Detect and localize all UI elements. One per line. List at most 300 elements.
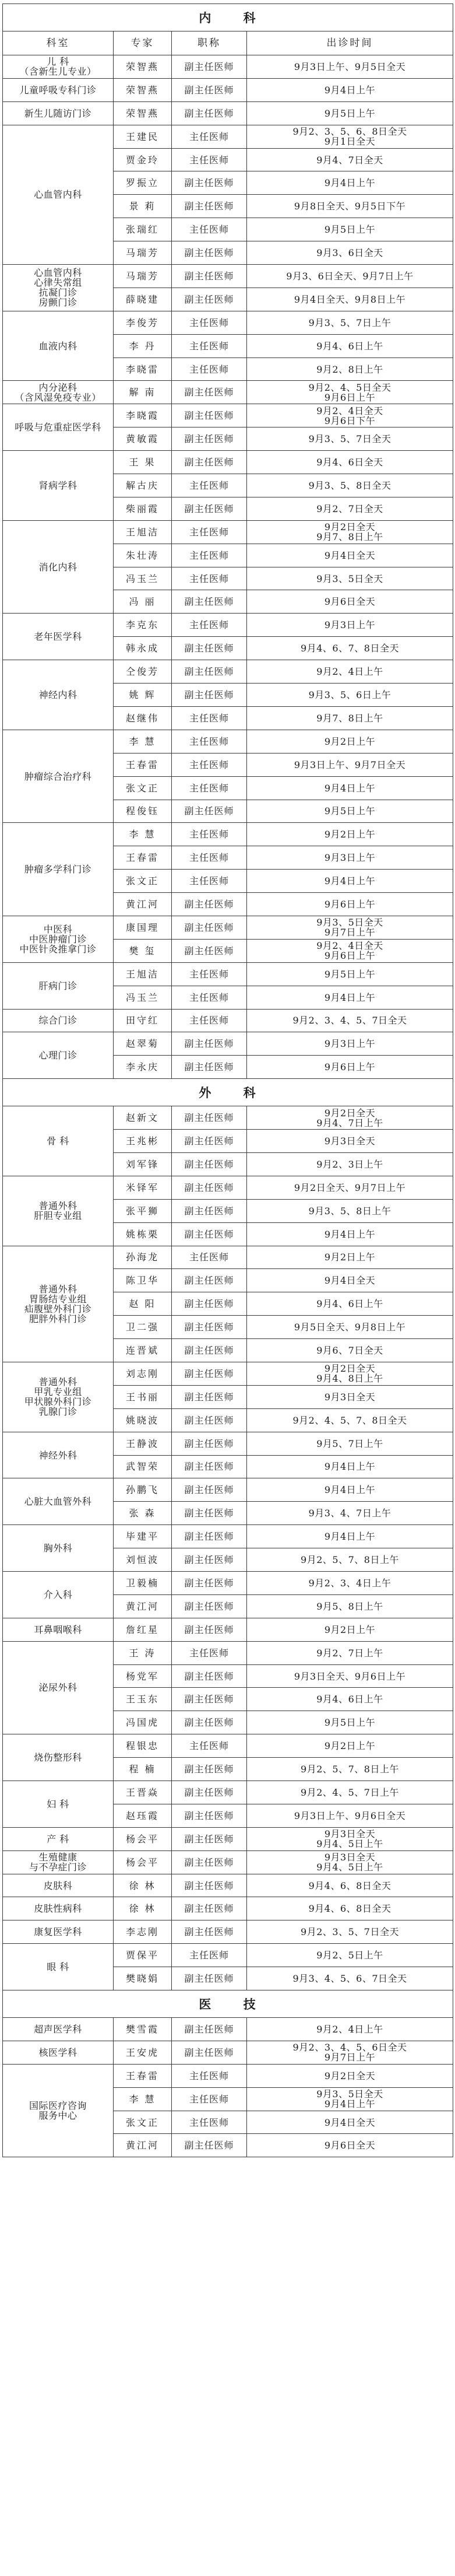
doctor-name: 姚 辉 (114, 684, 172, 707)
clinic-time-line: 9月7、8日上午 (316, 531, 383, 543)
section-header-row (3, 4, 453, 31)
doctor-name: 冯 丽 (114, 590, 172, 614)
doctor-title: 主任医师 (172, 614, 247, 637)
doctor-title: 副主任医师 (172, 265, 247, 288)
clinic-time-line: 9月2、3日上午 (316, 1158, 383, 1170)
clinic-time-line: 9月4日上午 (324, 1228, 376, 1240)
clinic-time-line: 9月2、4日上午 (316, 2023, 383, 2035)
department-cell (3, 823, 114, 916)
table-row (3, 962, 453, 986)
department-cell-line: （含新生儿专业） (19, 66, 97, 78)
clinic-time-line: 9月4日上午 (324, 991, 376, 1003)
table-row (3, 520, 453, 544)
doctor-name: 张文正 (114, 870, 172, 893)
clinic-time-line: 9月3日全天 (324, 1828, 376, 1840)
department-cell-line: 普通外科 (38, 1283, 77, 1295)
clinic-time-line: 9月3、6日全天、9月7日上午 (286, 270, 414, 282)
column-header-time: 出诊时间 (247, 31, 453, 55)
clinic-time (247, 939, 453, 962)
clinic-time (247, 614, 453, 637)
table-row (3, 2064, 453, 2087)
doctor-name: 黄江河 (114, 1594, 172, 1618)
clinic-time-line: 9月8日全天、9月5日下午 (294, 201, 406, 212)
doctor-name: 徐 林 (114, 1897, 172, 1920)
table-row (3, 1176, 453, 1199)
clinic-time-line: 9月2、5、7、8日上午 (301, 1764, 399, 1775)
department-cell-line: 服务中心 (38, 2110, 77, 2122)
clinic-time-line: 9月6、7日全天 (316, 1345, 383, 1357)
department-cell (3, 1478, 114, 1525)
department-cell-line: 国际医疗咨询 (29, 2100, 87, 2112)
table-row (3, 823, 453, 846)
doctor-title: 副主任医师 (172, 660, 247, 684)
clinic-time (247, 1711, 453, 1734)
department-cell-line: 生殖健康 (38, 1852, 77, 1863)
clinic-time (247, 171, 453, 195)
clinic-time (247, 800, 453, 823)
doctor-name: 刘志刚 (114, 1362, 172, 1385)
doctor-title: 主任医师 (172, 1246, 247, 1269)
doctor-title: 副主任医师 (172, 1269, 247, 1292)
clinic-time (247, 78, 453, 101)
department-cell (3, 1432, 114, 1478)
doctor-title: 副主任医师 (172, 1804, 247, 1827)
section-title: 外 科 (3, 1079, 453, 1106)
doctor-name: 王春雷 (114, 753, 172, 776)
doctor-name: 张文正 (114, 2111, 172, 2134)
doctor-title: 主任医师 (172, 706, 247, 730)
department-cell (3, 1734, 114, 1781)
doctor-name: 解古庆 (114, 474, 172, 497)
clinic-time (247, 1316, 453, 1339)
doctor-title: 副主任医师 (172, 1432, 247, 1455)
department-cell-line: 中医科 (43, 923, 73, 935)
doctor-title: 副主任医师 (172, 1827, 247, 1850)
department-cell (3, 2041, 114, 2064)
doctor-name: 赵 阳 (114, 1292, 172, 1316)
clinic-time-line: 9月6日上午 (324, 899, 376, 910)
expert-schedule-table (2, 3, 453, 2157)
doctor-title: 主任医师 (172, 823, 247, 846)
doctor-title: 主任医师 (172, 125, 247, 148)
clinic-time-line: 9月3日全天 (324, 1135, 376, 1147)
doctor-name: 杨党军 (114, 1664, 172, 1688)
doctor-title: 副主任医师 (172, 381, 247, 404)
column-header-dept: 科室 (3, 31, 114, 55)
doctor-name: 詹红星 (114, 1618, 172, 1641)
doctor-name: 马瑞芳 (114, 265, 172, 288)
table-row (3, 1734, 453, 1758)
clinic-time (247, 986, 453, 1009)
department-cell-line: 甲乳专业组 (34, 1386, 82, 1398)
clinic-time-line: 9月2日上午 (324, 735, 376, 747)
clinic-time (247, 846, 453, 870)
department-cell-line: 骨 科 (47, 1135, 69, 1147)
doctor-title: 副主任医师 (172, 1199, 247, 1222)
table-row (3, 1920, 453, 1944)
clinic-time (247, 1152, 453, 1176)
department-cell (3, 660, 114, 730)
table-row (3, 1897, 453, 1920)
doctor-title: 主任医师 (172, 218, 247, 241)
doctor-title: 主任医师 (172, 334, 247, 358)
clinic-time (247, 1292, 453, 1316)
department-cell-line: 肥胖外科门诊 (29, 1313, 87, 1324)
doctor-name: 程俊钰 (114, 800, 172, 823)
clinic-time-line: 9月2、5日上午 (316, 1950, 383, 1961)
doctor-name: 王 果 (114, 451, 172, 474)
doctor-name: 王兆彬 (114, 1130, 172, 1153)
doctor-name: 徐 林 (114, 1874, 172, 1897)
clinic-time (247, 544, 453, 567)
department-cell-line: 皮肤科 (43, 1880, 73, 1891)
doctor-title: 主任医师 (172, 776, 247, 800)
clinic-time-line: 9月6日上午 (324, 391, 376, 403)
doctor-name: 王晋焱 (114, 1781, 172, 1804)
clinic-time (247, 1339, 453, 1362)
doctor-title: 副主任医师 (172, 1176, 247, 1199)
clinic-time (247, 730, 453, 753)
doctor-name: 樊晓娟 (114, 1967, 172, 1990)
doctor-title: 副主任医师 (172, 1130, 247, 1153)
table-row (3, 1944, 453, 1967)
department-cell-line: 心律失常组 (34, 277, 82, 289)
doctor-name: 程银忠 (114, 1734, 172, 1758)
department-cell (3, 311, 114, 381)
doctor-name: 贾保平 (114, 1944, 172, 1967)
doctor-name: 王春雷 (114, 2064, 172, 2087)
clinic-time-line: 9月3日全天 (324, 1391, 376, 1403)
doctor-title: 副主任医师 (172, 1850, 247, 1874)
doctor-title: 副主任医师 (172, 1664, 247, 1688)
doctor-name: 杨会平 (114, 1827, 172, 1850)
clinic-time-line: 9月3日上午、9月7日全天 (294, 759, 406, 770)
table-row (3, 2041, 453, 2064)
clinic-time-line: 9月2、4、5、7日上午 (301, 1786, 399, 1798)
department-cell (3, 1032, 114, 1079)
clinic-time (247, 776, 453, 800)
doctor-title: 副主任医师 (172, 1967, 247, 1990)
doctor-name: 王春雷 (114, 846, 172, 870)
doctor-title: 主任医师 (172, 520, 247, 544)
clinic-time-line: 9月2日全天 (324, 1107, 376, 1119)
clinic-time-line: 9月2、3、4、5、6日全天 (292, 2042, 407, 2053)
doctor-title: 副主任医师 (172, 1478, 247, 1502)
clinic-time (247, 381, 453, 404)
doctor-name: 田守红 (114, 1009, 172, 1032)
clinic-time-line: 9月4日上午 (324, 1461, 376, 1473)
doctor-title: 主任医师 (172, 986, 247, 1009)
doctor-name: 景 莉 (114, 195, 172, 218)
department-cell-line: 肝病门诊 (38, 980, 77, 991)
department-cell-line: 超声医学科 (34, 2023, 82, 2035)
clinic-time-line: 9月4、6、8日全天 (308, 1880, 391, 1891)
doctor-name: 冯玉兰 (114, 986, 172, 1009)
doctor-name: 李克东 (114, 614, 172, 637)
doctor-title: 副主任医师 (172, 1455, 247, 1478)
doctor-title: 副主任医师 (172, 451, 247, 474)
clinic-time-line: 9月3日上午 (324, 852, 376, 864)
doctor-title: 副主任医师 (172, 1525, 247, 1548)
clinic-time-line: 9月3日上午、9月6日全天 (294, 1810, 406, 1821)
table-row (3, 78, 453, 101)
doctor-title: 副主任医师 (172, 684, 247, 707)
table-row (3, 1618, 453, 1641)
doctor-title: 副主任医师 (172, 916, 247, 939)
doctor-title: 副主任医师 (172, 1897, 247, 1920)
department-cell-line: 核医学科 (38, 2046, 77, 2058)
column-header-doctor: 专家 (114, 31, 172, 55)
table-row (3, 1032, 453, 1056)
clinic-time (247, 1176, 453, 1199)
clinic-time (247, 1408, 453, 1432)
clinic-time-line: 9月2、4、5日全天 (308, 381, 391, 393)
doctor-title: 副主任医师 (172, 637, 247, 660)
department-cell-line: 普通外科 (38, 1200, 77, 1212)
table-row (3, 451, 453, 474)
department-cell-line: 血液内科 (38, 340, 77, 352)
doctor-name: 李志刚 (114, 1920, 172, 1944)
department-cell (3, 962, 114, 1009)
clinic-time (247, 2134, 453, 2157)
doctor-name: 杨会平 (114, 1850, 172, 1874)
department-cell (3, 730, 114, 823)
doctor-name: 张瑞红 (114, 218, 172, 241)
clinic-time (247, 1804, 453, 1827)
department-cell (3, 451, 114, 521)
department-cell-line: 与不孕症门诊 (29, 1862, 87, 1873)
department-cell (3, 1897, 114, 1920)
clinic-time-line: 9月2、4日上午 (316, 666, 383, 678)
department-cell (3, 265, 114, 311)
table-row (3, 660, 453, 684)
clinic-time-line: 9月5日上午 (324, 1717, 376, 1729)
table-row (3, 2018, 453, 2041)
table-row (3, 1246, 453, 1269)
doctor-title: 副主任医师 (172, 1874, 247, 1897)
doctor-title: 副主任医师 (172, 2134, 247, 2157)
clinic-time (247, 1009, 453, 1032)
doctor-name: 赵翠菊 (114, 1032, 172, 1056)
table-row (3, 1362, 453, 1385)
clinic-time (247, 358, 453, 381)
clinic-time-line: 9月4日全天 (324, 2116, 376, 2128)
clinic-time (247, 567, 453, 590)
clinic-time (247, 1032, 453, 1056)
clinic-time-line: 9月4、7日全天 (316, 154, 383, 166)
clinic-time-line: 9月4、6、8日全天 (308, 1903, 391, 1915)
department-cell (3, 1850, 114, 1874)
clinic-time (247, 1502, 453, 1525)
clinic-time-line: 9月2、4日全天 (316, 405, 383, 416)
department-cell (3, 1176, 114, 1246)
table-row (3, 614, 453, 637)
clinic-time (247, 1525, 453, 1548)
doctor-title: 副主任医师 (172, 1758, 247, 1781)
doctor-name: 李晓雷 (114, 358, 172, 381)
clinic-time (247, 1920, 453, 1944)
clinic-time-line: 9月6日全天 (324, 2140, 376, 2151)
department-cell-line: 儿 科 (47, 56, 69, 68)
table-row (3, 125, 453, 148)
doctor-name: 米铎军 (114, 1176, 172, 1199)
doctor-name: 李 慧 (114, 730, 172, 753)
doctor-title: 副主任医师 (172, 1594, 247, 1618)
doctor-name: 王建民 (114, 125, 172, 148)
clinic-time (247, 637, 453, 660)
clinic-time (247, 1455, 453, 1478)
department-cell-line: 甲状腺外科门诊 (24, 1396, 92, 1408)
department-cell-line: 肿瘤多学科门诊 (24, 864, 92, 875)
department-cell-line: 妇 科 (47, 1798, 69, 1810)
doctor-title: 副主任医师 (172, 939, 247, 962)
department-cell-line: 心血管内科 (34, 189, 82, 201)
department-cell-line: 儿童呼吸专科门诊 (19, 84, 97, 96)
clinic-time-line: 9月5日全天、9月8日上午 (294, 1322, 406, 1333)
doctor-title: 主任医师 (172, 962, 247, 986)
department-cell-line: 心脏大血管外科 (24, 1496, 92, 1508)
doctor-name: 姚晓波 (114, 1408, 172, 1432)
department-cell (3, 1781, 114, 1828)
clinic-time (247, 404, 453, 427)
doctor-title: 副主任医师 (172, 241, 247, 265)
department-cell-line: 内分泌科 (38, 381, 77, 393)
department-cell (3, 55, 114, 79)
department-cell-line: 肾病学科 (38, 479, 77, 491)
doctor-name: 荣智燕 (114, 78, 172, 101)
department-cell-line: 皮肤性病科 (34, 1903, 82, 1915)
clinic-time (247, 2111, 453, 2134)
clinic-time (247, 1874, 453, 1897)
department-cell-line: 综合门诊 (38, 1015, 77, 1026)
doctor-name: 王安虎 (114, 2041, 172, 2064)
department-cell (3, 2064, 114, 2157)
clinic-time (247, 2018, 453, 2041)
clinic-time-line: 9月2日上午 (324, 1624, 376, 1635)
doctor-title: 副主任医师 (172, 1711, 247, 1734)
department-cell (3, 1641, 114, 1734)
doctor-name: 黄江河 (114, 893, 172, 916)
clinic-time-line: 9月4日全天 (324, 1275, 376, 1287)
doctor-name: 赵珏霞 (114, 1804, 172, 1827)
doctor-name: 王书丽 (114, 1385, 172, 1408)
doctor-title: 主任医师 (172, 730, 247, 753)
table-row (3, 1432, 453, 1455)
doctor-title: 主任医师 (172, 567, 247, 590)
doctor-title: 副主任医师 (172, 1572, 247, 1595)
doctor-title: 副主任医师 (172, 288, 247, 311)
clinic-time-line: 9月2、3、5、6、8日全天 (292, 126, 407, 138)
clinic-time (247, 520, 453, 544)
doctor-name: 解 南 (114, 381, 172, 404)
clinic-time (247, 2087, 453, 2111)
doctor-title: 主任医师 (172, 311, 247, 334)
clinic-time (247, 1199, 453, 1222)
clinic-time (247, 55, 453, 79)
clinic-time-line: 9月3、4、7日上午 (308, 1508, 391, 1519)
clinic-time-line: 9月3、6日全天 (316, 247, 383, 259)
doctor-name: 樊雪霞 (114, 2018, 172, 2041)
clinic-time-line: 9月2、5、7、8日上午 (301, 1554, 399, 1566)
clinic-time (247, 1106, 453, 1130)
doctor-title: 主任医师 (172, 2087, 247, 2111)
clinic-time-line: 9月5日上午 (324, 107, 376, 119)
doctor-title: 副主任医师 (172, 1362, 247, 1385)
doctor-title: 副主任医师 (172, 590, 247, 614)
clinic-time (247, 427, 453, 451)
table-row (3, 1009, 453, 1032)
clinic-time-line: 9月3日上午 (324, 619, 376, 631)
doctor-name: 孙海龙 (114, 1246, 172, 1269)
department-cell-line: 眼 科 (47, 1961, 69, 1973)
department-cell (3, 1618, 114, 1641)
clinic-time-line: 9月2、7日上午 (316, 1647, 383, 1659)
clinic-time-line: 9月3、5日全天 (316, 2088, 383, 2100)
clinic-time-line: 9月4、6日上午 (316, 340, 383, 352)
doctor-name: 李永庆 (114, 1056, 172, 1079)
table-row (3, 730, 453, 753)
doctor-title: 副主任医师 (172, 427, 247, 451)
clinic-time (247, 684, 453, 707)
clinic-time-line: 9月2日全天 (324, 521, 376, 533)
doctor-title: 主任医师 (172, 544, 247, 567)
doctor-name: 仝俊芳 (114, 660, 172, 684)
clinic-time-line: 9月2日上午 (324, 1740, 376, 1752)
department-cell-line: 产 科 (47, 1833, 69, 1845)
department-cell-line: 疝腹壁外科门诊 (24, 1303, 92, 1315)
clinic-time-line: 9月3、5、7日全天 (308, 433, 391, 445)
clinic-time (247, 1594, 453, 1618)
clinic-time-line: 9月3、5、7日上午 (308, 317, 391, 328)
clinic-time (247, 1641, 453, 1664)
clinic-time-line: 9月2、4、5、7、8日全天 (292, 1414, 407, 1426)
table-row (3, 1874, 453, 1897)
clinic-time-line: 9月6日上午 (324, 950, 376, 962)
clinic-time-line: 9月4、6日上午 (316, 1298, 383, 1310)
clinic-time (247, 1850, 453, 1874)
table-row (3, 1641, 453, 1664)
table-row (3, 404, 453, 427)
department-cell-line: 胃肠结专业组 (29, 1293, 87, 1305)
clinic-time-line: 9月4日上午 (324, 1484, 376, 1496)
clinic-time (247, 1269, 453, 1292)
clinic-time-line: 9月4日全天 (324, 549, 376, 561)
clinic-time (247, 1246, 453, 1269)
clinic-time (247, 1827, 453, 1850)
clinic-time (247, 962, 453, 986)
doctor-title: 副主任医师 (172, 1385, 247, 1408)
department-cell (3, 404, 114, 451)
department-cell-line: 房颤门诊 (38, 297, 77, 309)
doctor-title: 副主任医师 (172, 1920, 247, 1944)
clinic-time (247, 753, 453, 776)
department-cell (3, 1106, 114, 1176)
doctor-title: 副主任医师 (172, 497, 247, 520)
clinic-time-line: 9月4、5日上午 (316, 1838, 383, 1850)
clinic-time-line: 9月3、4、5、6、7日全天 (292, 1973, 407, 1985)
clinic-time (247, 2064, 453, 2087)
section-title: 内 科 (3, 4, 453, 31)
clinic-time-line: 9月2日上午 (324, 1252, 376, 1263)
department-cell-line: 胸外科 (43, 1543, 73, 1554)
clinic-time (247, 916, 453, 939)
clinic-time (247, 1618, 453, 1641)
doctor-title: 副主任医师 (172, 1781, 247, 1804)
doctor-title: 副主任医师 (172, 1316, 247, 1339)
doctor-title: 副主任医师 (172, 2018, 247, 2041)
department-cell (3, 520, 114, 614)
doctor-title: 主任医师 (172, 1641, 247, 1664)
